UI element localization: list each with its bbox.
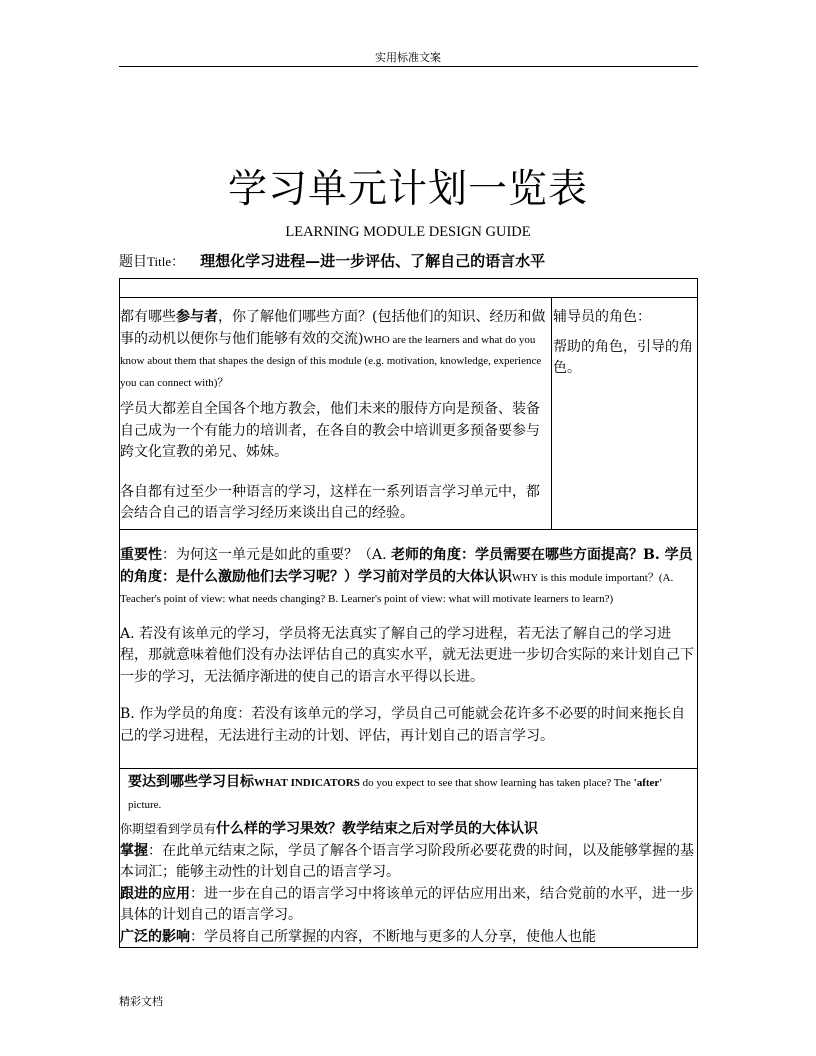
facilitator-cell — [553, 307, 693, 380]
who-answer-1: 学员大都差自全国各个地方教会，他们未来的服侍方向是预备、装备自己成为一个有能力的培训者，在各自的教会中培训更多预备要参与跨文化宣教的弟兄、姊妹。 — [120, 401, 540, 460]
table-row-divider — [119, 529, 698, 530]
document-subtitle: LEARNING MODULE DESIGN GUIDE — [285, 224, 531, 240]
follow-up-item: 跟进的应用：进一步在自己的语言学习中将该单元的评估应用出来，结合党前的水平，进一步具体的计划自己的语言学习。 — [120, 885, 694, 923]
importance-question: 重要性：为何这一单元是如此的重要？（A. 老师的角度：学员需要在哪些方面提高？B. 学员的角度：是什么激励他们去学习呢？）学习前对学员的大体认识WHY is this module important？(A. Teacher's point of view: what needs changing? B. Learner's point of view: what will motivate learners to learn?) — [120, 547, 693, 605]
importance-question-en: WHY is this module important？(A. Teacher's point of view: what needs changing? B. Learner's point of view: what will motivate learners to learn?) — [120, 571, 674, 605]
header-rule — [119, 66, 698, 67]
table-border-top — [119, 278, 698, 279]
who-cell — [120, 307, 550, 525]
page-header: 实用标准文案 — [375, 51, 441, 64]
topic-label-cn: 题目 — [119, 254, 147, 270]
document-title: 学习单元计划一览表 — [227, 167, 588, 212]
facilitator-text: 帮助的角色，引导的角色。 — [553, 338, 693, 376]
importance-answer-a: A. 若没有该单元的学习，学员将无法真实了解自己的学习进程，若无法了解自己的学习进程，那就意味着他们没有办法评估自己的真实水平，就无法更进一步切合实际的来计划自己下一步的学习，无法循序渐进的使自己的语言水平得以长进。 — [120, 625, 694, 685]
mastery-item: 掌握：在此单元结束之际，学员了解各个语言学习阶段所必要花费的时间，以及能够掌握的基本词汇；能够主动性的计划自己的语言学习。 — [120, 842, 694, 880]
importance-answer-b: B. 作为学员的角度：若没有该单元的学习，学员自己可能就会花许多不必要的时间来拖长自己的学习进程，无法进行主动的计划、评估，再计划自己的语言学习。 — [120, 706, 686, 744]
table-row-divider — [119, 768, 698, 769]
page-footer: 精彩文档 — [119, 995, 163, 1008]
indicators-question-cn: 你期望看到学员有什么样的学习果效？教学结束之后对学员的大体认识 — [120, 821, 539, 837]
who-question-en: WHO are the learners and what do you know about them that shapes the design of this module (e.g. motivation, knowledge, experience you can connect with)？ — [120, 333, 542, 389]
table-column-divider — [551, 297, 552, 529]
topic-line — [119, 250, 545, 271]
broad-impact-item: 广泛的影响：学员将自己所掌握的内容，不断地与更多的人分享，使他人也能 — [120, 928, 596, 945]
table-border-right — [697, 278, 698, 948]
who-question: 都有哪些参与者，你了解他们哪些方面？(包括他们的知识、经历和做事的动机以便你与他们能够有效的交流)WHO are the learners and what do you know about them that shapes the design of this module (e.g. motivation, knowledge, experience you can connect with)？ — [120, 309, 546, 389]
who-answer-2: 各自都有过至少一种语言的学习，这样在一系列语言学习单元中，都会结合自己的语言学习经历来谈出自己的经验。 — [120, 483, 540, 521]
indicators-cell — [120, 772, 696, 948]
topic-value: 理想化学习进程—进一步评估、了解自己的语言水平 — [200, 252, 546, 270]
topic-label-en: Title： — [147, 254, 185, 269]
table-row-divider — [119, 297, 698, 298]
indicators-question: 要达到哪些学习目标WHAT INDICATORS do you expect to see that show learning has taken place? The 'after' picture. — [128, 774, 663, 811]
importance-cell — [120, 545, 696, 747]
facilitator-label: 辅导员的角色： — [553, 309, 651, 325]
participants-term: 参与者 — [176, 309, 218, 325]
